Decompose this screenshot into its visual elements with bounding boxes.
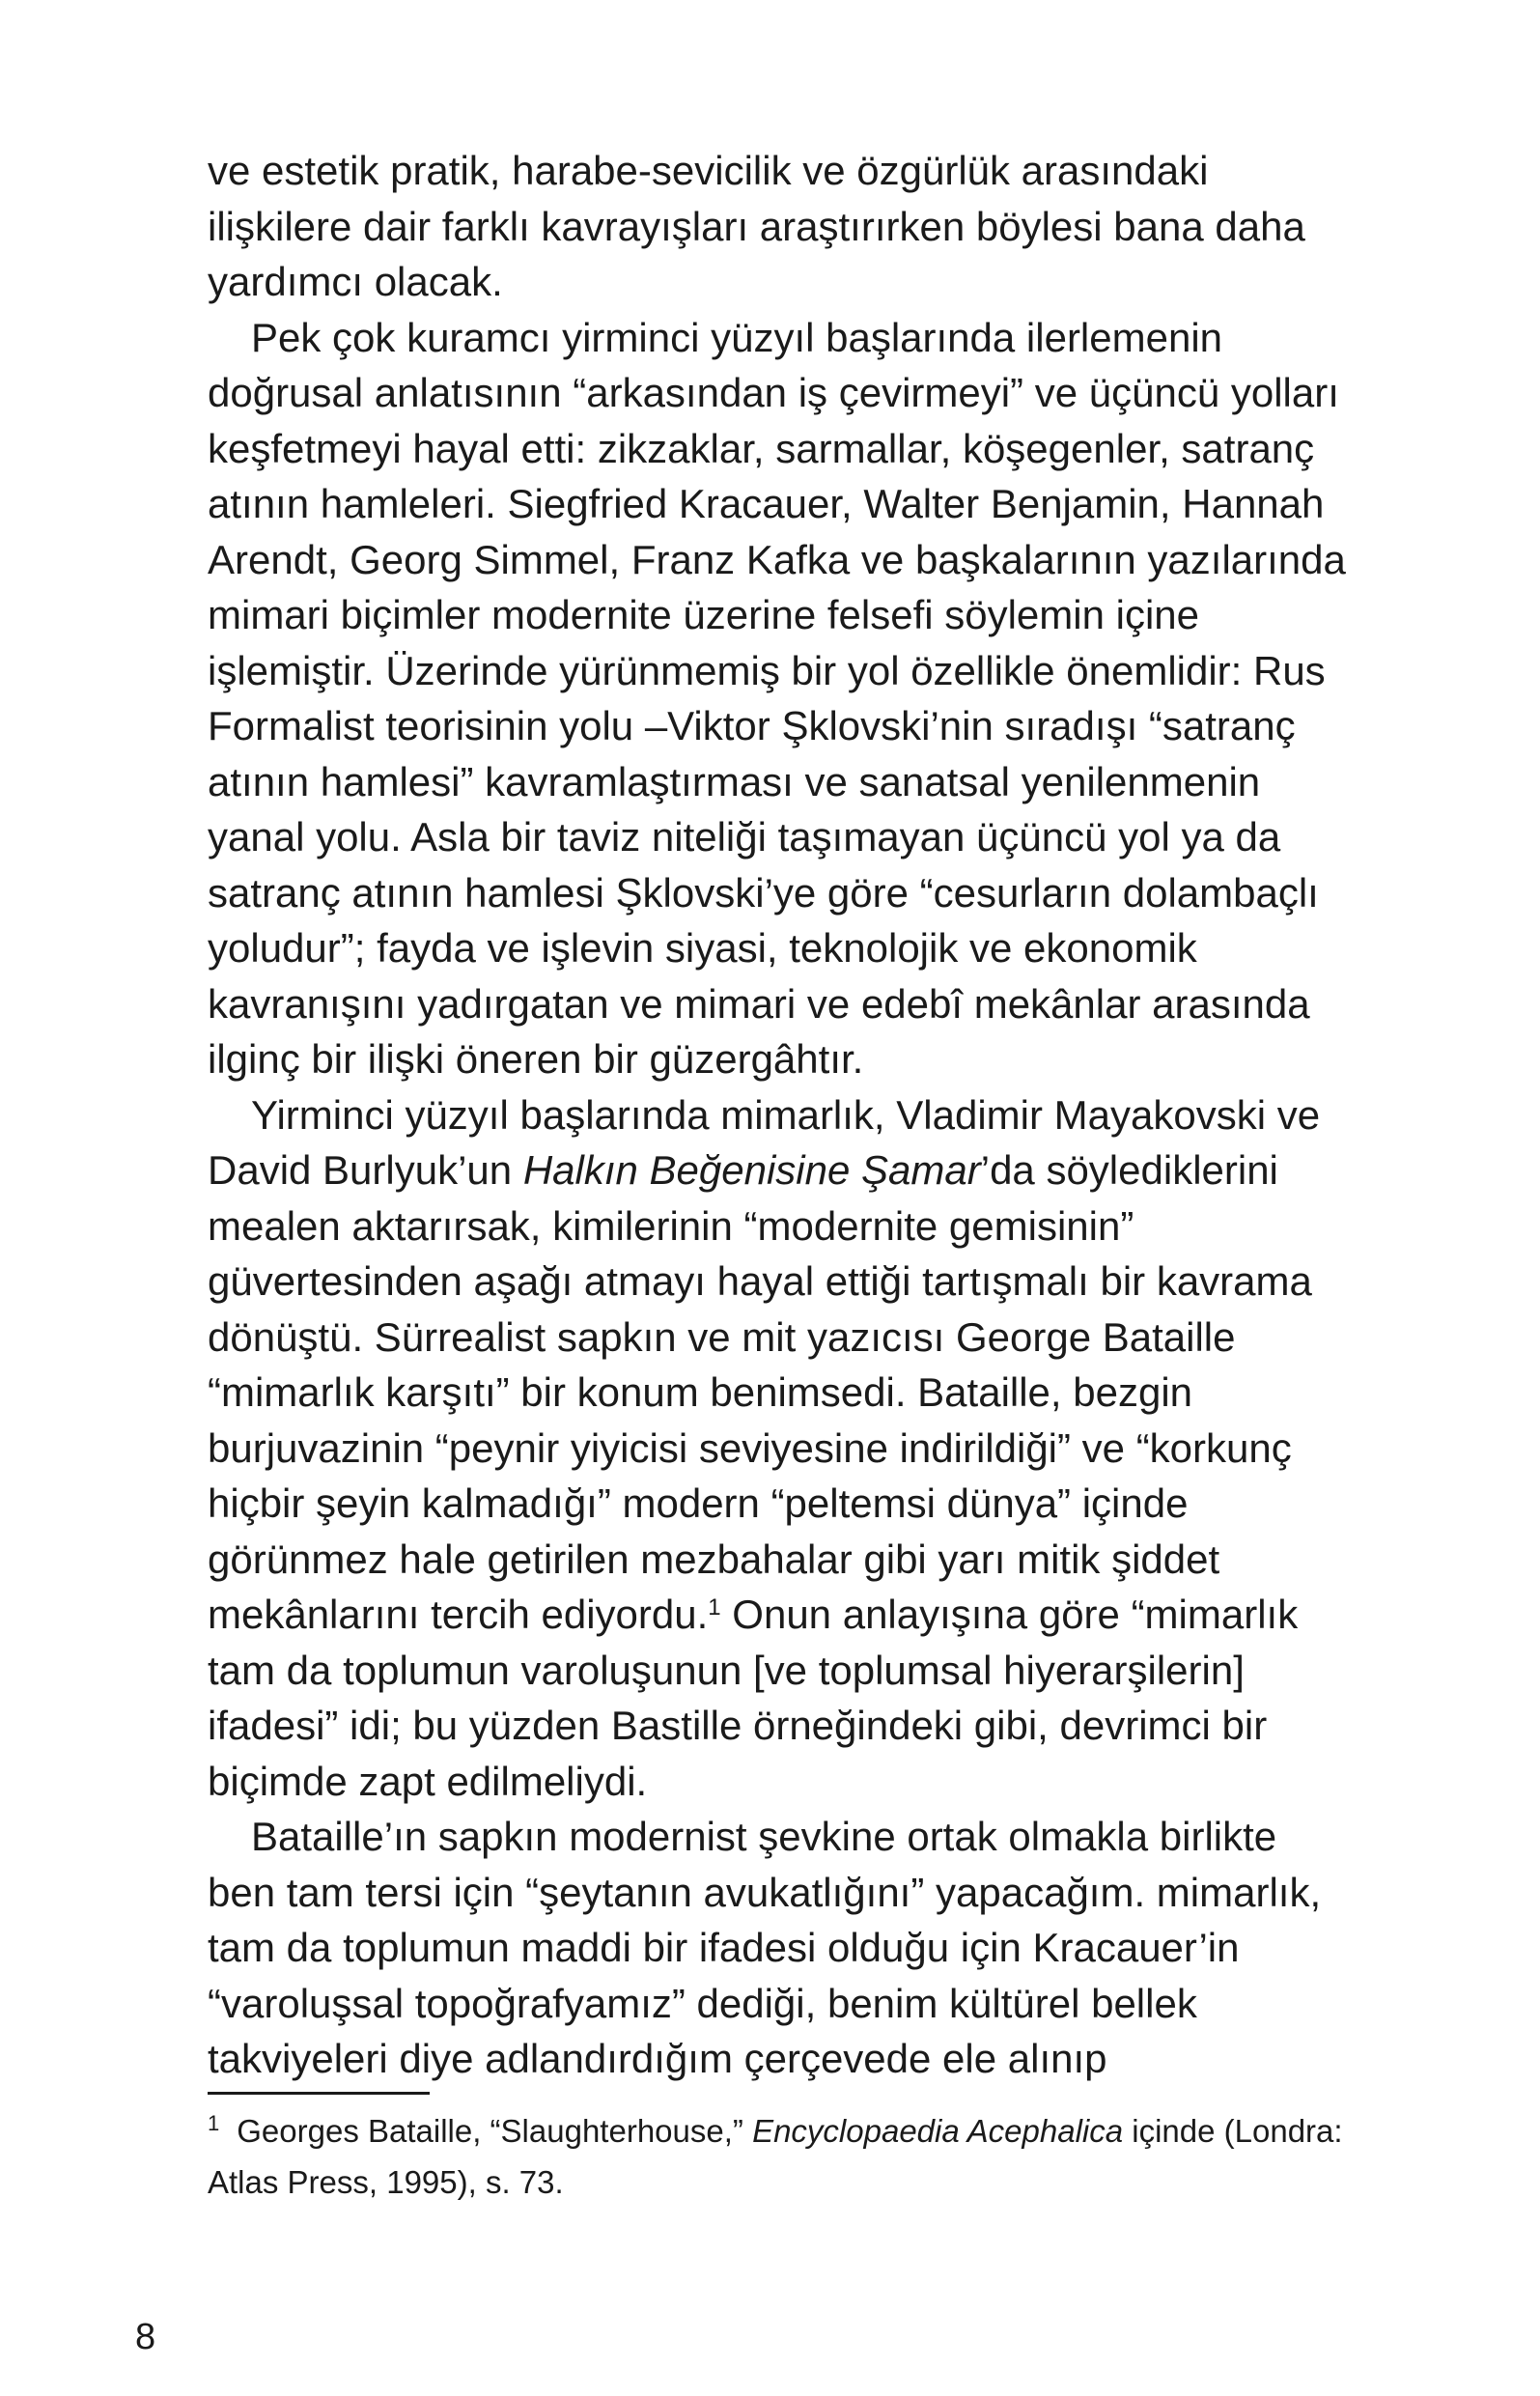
text-segment: Yirminci yüzyıl başlarında mimarlık, Vladimir Mayakovski ve David Burlyuk’un bbox=[208, 1091, 1321, 1193]
text-segment: Georges Bataille, “Slaughterhouse,” bbox=[237, 2113, 753, 2149]
text-segment: Bataille’ın sapkın modernist şevkine ortak olmakla birlikte ben tam tersi için “şeytanın avukatlığını” yapacağım. mimarlık, tam da toplumun maddi bir ifadesi olduğu için Kracauer’in “varoluşsal topoğrafyamız” dediği, benim kültürel bellek takviyeleri diye adlandırdığım çerçevede ele alınıp bbox=[208, 1814, 1322, 2081]
text-segment: ’da söylediklerini mealen aktarırsak, kimilerinin “modernite gemisinin” güvertesinden aşağı atmayı hayal ettiği tartışmalı bir kavrama dönüştü. Sürrealist sapkın ve mit yazıcısı George Bataille “mimarlık karşıtı” bir konum benimsedi. Bataille, bezgin burjuvazinin “peynir yiyicisi seviyesine indirildiği” ve “korkunç hiçbir şeyin kalmadığı” modern “peltemsi dünya” içinde görünmez hale getirilen mezbahalar gibi yarı mitik şiddet mekânlarını tercih ediyordu. bbox=[208, 1147, 1312, 1637]
footnote-number: 1 bbox=[208, 2111, 220, 2135]
paragraph bbox=[208, 143, 1347, 310]
paragraph bbox=[208, 1087, 1347, 1810]
page-number: 8 bbox=[135, 2317, 156, 2357]
footnote-divider bbox=[208, 2092, 430, 2095]
paragraph bbox=[208, 310, 1347, 1087]
main-text bbox=[208, 143, 1347, 2087]
footnote-reference: 1 bbox=[708, 1594, 721, 1621]
text-segment: içinde (Londra: Atlas Press, 1995), s. 73. bbox=[208, 2113, 1343, 2200]
paragraph bbox=[208, 1809, 1347, 2087]
footnote-text bbox=[208, 2113, 1343, 2200]
text-segment: Pek çok kuramcı yirminci yüzyıl başlarında ilerlemenin doğrusal anlatısının “arkasından iş çevirmeyi” ve üçüncü yolları keşfetmeyi hayal etti: zikzaklar, sarmallar, köşegenler, satranç atının hamleleri. Siegfried Kracauer, Walter Benjamin, Hannah Arendt, Georg Simmel, Franz Kafka ve başkalarının yazılarında mimari biçimler modernite üzerine felsefi söylemin içine işlemiştir. Üzerinde yürünmemiş bir yol özellikle önemlidir: Rus Formalist teorisinin yolu –Viktor Şklovski’nin sıradışı “satranç atının hamlesi” kavramlaştırması ve sanatsal yenilenmenin yanal yolu. Asla bir taviz niteliği taşımayan üçüncü yol ya da satranç atının hamlesi Şklovski’ye göre “cesurların dolambaçlı yoludur”; fayda ve işlevin siyasi, teknolojik ve ekonomik kavranışını yadırgatan ve mimari ve edebî mekânlar arasında ilginç bir ilişki öneren bir güzergâhtır. bbox=[208, 314, 1346, 1082]
text-segment: Onun anlayışına göre “mimarlık tam da toplumun varoluşunun [ve toplumsal hiyerarşilerin] ifadesi” idi; bu yüzden Bastille örneğindeki gibi, devrimci bir biçimde zapt edilmeliydi. bbox=[208, 1592, 1299, 1804]
text-segment: ve estetik pratik, harabe-sevicilik ve özgürlük arasındaki ilişkilere dair farklı kavrayışları araştırırken böylesi bana daha yardımcı olacak. bbox=[208, 148, 1305, 304]
italic-title: Halkın Beğenisine Şamar bbox=[522, 1147, 981, 1193]
italic-title: Encyclopaedia Acephalica bbox=[752, 2113, 1124, 2149]
footnote bbox=[208, 2107, 1347, 2206]
